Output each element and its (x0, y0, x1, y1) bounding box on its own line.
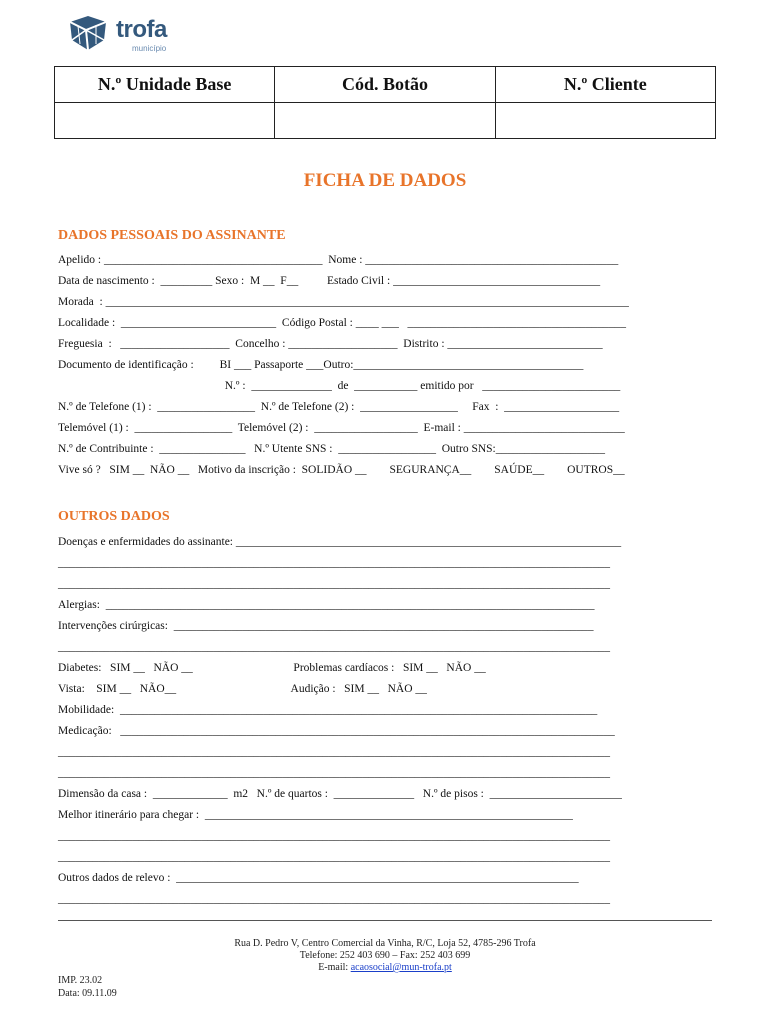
footer-divider (58, 920, 712, 921)
section-other-data: OUTROS DADOS (58, 509, 170, 524)
trofa-emblem-icon (66, 14, 110, 54)
logo-subtitle: município (132, 44, 167, 53)
form-line[interactable]: Morada : ___________________________________________________________________________________________ (58, 296, 629, 308)
form-line[interactable]: ________________________________________________________________________________________________ (58, 830, 610, 842)
form-line[interactable]: ________________________________________________________________________________________________ (58, 557, 610, 569)
form-line[interactable]: Vista: SIM __ NÃO__ Audição : SIM __ NÃO __ (58, 683, 427, 695)
municipal-logo (66, 14, 186, 56)
form-line[interactable]: ________________________________________________________________________________________________ (58, 893, 610, 905)
form-line[interactable]: Melhor itinerário para chegar : ________________________________________________________________ (58, 809, 573, 821)
footer-phone: Telefone: 252 403 690 – Fax: 252 403 699 (299, 950, 471, 961)
form-line[interactable]: Data de nascimento : _________ Sexo : M __ F__ Estado Civil : ____________________________________ (58, 275, 601, 287)
footer-email-line (0, 962, 770, 974)
form-code: IMP. 23.02 (58, 975, 103, 986)
section-personal-data: DADOS PESSOAIS DO ASSINANTE (58, 228, 286, 243)
form-line[interactable]: Vive só ? SIM __ NÃO __ Motivo da inscrição : SOLIDÃO __ SEGURANÇA__ SAÚDE__ OUTROS__ (58, 464, 625, 476)
form-line[interactable]: N.º de Contribuinte : _______________ N.º Utente SNS : _________________ Outro SNS:___________________ (58, 443, 605, 455)
form-line[interactable]: Medicação: ______________________________________________________________________________________ (58, 725, 615, 737)
footer-email-link[interactable]: acaosocial@mun-trofa.pt (350, 962, 452, 973)
form-line[interactable]: Apelido : ______________________________________ Nome : ____________________________________________ (58, 254, 619, 266)
form-line[interactable]: Localidade : ___________________________ Código Postal : ____ ___ ______________________________________ (58, 317, 626, 329)
client-number-cell[interactable] (495, 103, 715, 139)
unit-number-cell[interactable] (55, 103, 275, 139)
form-line[interactable]: Intervenções cirúrgicas: _________________________________________________________________________ (58, 620, 594, 632)
footer-address: Rua D. Pedro V, Centro Comercial da Vinha, R/C, Loja 52, 4785-296 Trofa (234, 938, 536, 949)
reference-table (54, 66, 716, 139)
form-line[interactable]: ________________________________________________________________________________________________ (58, 746, 610, 758)
form-line[interactable]: Documento de identificação : BI ___ Passaporte ___Outro:________________________________________ (58, 359, 584, 371)
form-line[interactable]: ________________________________________________________________________________________________ (58, 578, 610, 590)
form-line[interactable]: Mobilidade: ___________________________________________________________________________________ (58, 704, 598, 716)
unit-number-header: N.º Unidade Base (55, 67, 275, 103)
form-line[interactable]: Doenças e enfermidades do assinante: ___________________________________________________________________ (58, 536, 622, 548)
form-line[interactable]: Outros dados de relevo : ______________________________________________________________________ (58, 872, 579, 884)
client-number-header: N.º Cliente (495, 67, 715, 103)
form-line[interactable]: Diabetes: SIM __ NÃO __ Problemas cardíacos : SIM __ NÃO __ (58, 662, 486, 674)
form-date: Data: 09.11.09 (58, 988, 117, 999)
button-code-cell[interactable] (275, 103, 495, 139)
form-line[interactable]: N.º : ______________ de ___________ emitido por ________________________ (58, 380, 621, 392)
footer-email-label: E-mail: (318, 962, 351, 973)
form-line[interactable]: Dimensão da casa : _____________ m2 N.º de quartos : ______________ N.º de pisos : _______________________ (58, 788, 622, 800)
form-line[interactable]: ________________________________________________________________________________________________ (58, 767, 610, 779)
form-line[interactable]: Telemóvel (1) : _________________ Telemóvel (2) : __________________ E-mail : ____________________________ (58, 422, 625, 434)
logo-wordmark: trofa (116, 16, 167, 43)
form-line[interactable]: Freguesia : ___________________ Concelho : ___________________ Distrito : ___________________________ (58, 338, 603, 350)
form-line[interactable]: ________________________________________________________________________________________________ (58, 851, 610, 863)
form-line[interactable]: Alergias: _____________________________________________________________________________________ (58, 599, 595, 611)
form-line[interactable]: ________________________________________________________________________________________________ (58, 641, 610, 653)
button-code-header: Cód. Botão (275, 67, 495, 103)
form-title: FICHA DE DADOS (303, 170, 467, 191)
reference-table-header (55, 67, 716, 103)
reference-table-row (55, 103, 716, 139)
form-line[interactable]: N.º de Telefone (1) : _________________ N.º de Telefone (2) : _________________ Fax : ____________________ (58, 401, 620, 413)
